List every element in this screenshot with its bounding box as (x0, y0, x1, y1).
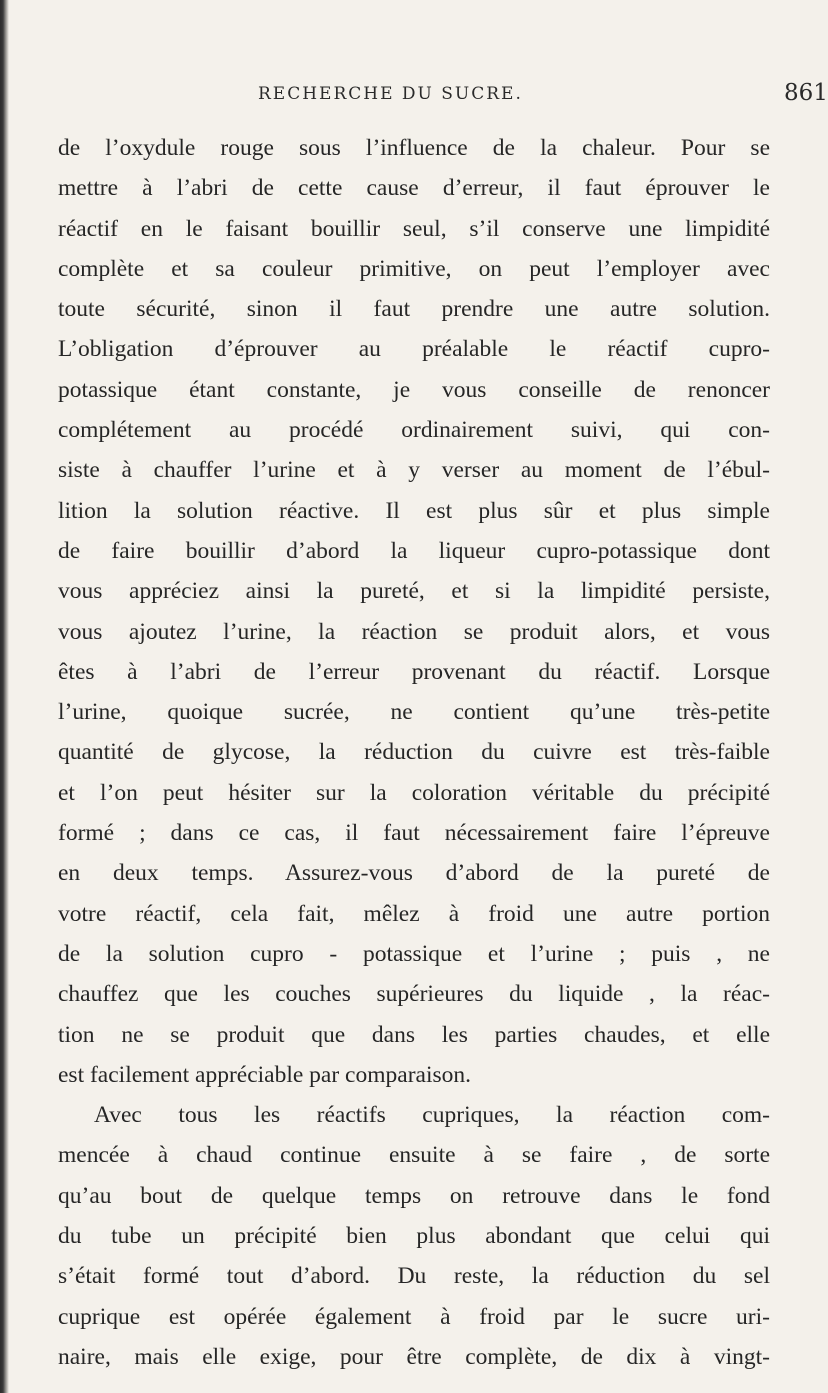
text-line: réactif en le faisant bouillir seul, s’il conserve une limpidité (58, 215, 770, 242)
paragraph-start-line: Avec tous les réactifs cupriques, la réaction com- (94, 1102, 770, 1129)
binding-edge (0, 0, 9, 1393)
text-line: quantité de glycose, la réduction du cuivre est très-faible (58, 739, 770, 766)
text-line: lition la solution réactive. Il est plus sûr et plus simple (58, 497, 770, 524)
text-line: formé ; dans ce cas, il faut nécessairement faire l’épreuve (58, 820, 770, 847)
text-line: de l’oxydule rouge sous l’influence de la chaleur. Pour se (58, 135, 770, 161)
text-line: vous ajoutez l’urine, la réaction se produit alors, et vous (58, 618, 770, 645)
text-line: et l’on peut hésiter sur la coloration véritable du précipité (58, 779, 770, 806)
text-line: de la solution cupro - potassique et l’urine ; puis , ne (58, 940, 770, 967)
text-line: votre réactif, cela fait, mêlez à froid une autre portion (58, 900, 770, 927)
text-line: toute sécurité, sinon il faut prendre une autre solution. (58, 296, 770, 323)
text-line: en deux temps. Assurez-vous d’abord de la pureté de (58, 860, 770, 887)
paragraph-end-line: est facilement appréciable par comparaison. (58, 1061, 472, 1088)
text-line: de faire bouillir d’abord la liqueur cupro-potassique dont (58, 537, 770, 564)
text-line: l’urine, quoique sucrée, ne contient qu’une très-petite (58, 699, 770, 726)
text-line: êtes à l’abri de l’erreur provenant du réactif. Lorsque (58, 658, 770, 685)
text-line: potassique étant constante, je vous conseille de renoncer (58, 376, 770, 403)
text-line: complète et sa couleur primitive, on peut l’employer avec (58, 255, 770, 282)
running-head: RECHERCHE DU SUCRE. (258, 84, 523, 104)
text-line: s’était formé tout d’abord. Du reste, la réduction du sel (58, 1263, 770, 1290)
text-line: tion ne se produit que dans les parties chaudes, et elle (58, 1021, 770, 1048)
text-line: siste à chauffer l’urine et à y verser au moment de l’ébul- (58, 457, 770, 484)
text-line: naire, mais elle exige, pour être complète, de dix à vingt- (58, 1343, 770, 1370)
page-number: 861 (784, 80, 828, 106)
text-line: complétement au procédé ordinairement suivi, qui con- (58, 417, 770, 444)
text-line: L’obligation d’éprouver au préalable le réactif cupro- (58, 336, 770, 363)
page-header (258, 80, 828, 114)
body-text (58, 128, 770, 1377)
text-line: mencée à chaud continue ensuite à se faire , de sorte (58, 1142, 770, 1169)
text-line: du tube un précipité bien plus abondant que celui qui (58, 1223, 770, 1250)
text-line: vous appréciez ainsi la pureté, et si la limpidité persiste, (58, 578, 770, 605)
text-line: mettre à l’abri de cette cause d’erreur, il faut éprouver le (58, 175, 770, 202)
text-line: cuprique est opérée également à froid par le sucre uri- (58, 1303, 770, 1330)
text-line: qu’au bout de quelque temps on retrouve dans le fond (58, 1182, 770, 1209)
text-line: chauffez que les couches supérieures du liquide , la réac- (58, 981, 770, 1008)
